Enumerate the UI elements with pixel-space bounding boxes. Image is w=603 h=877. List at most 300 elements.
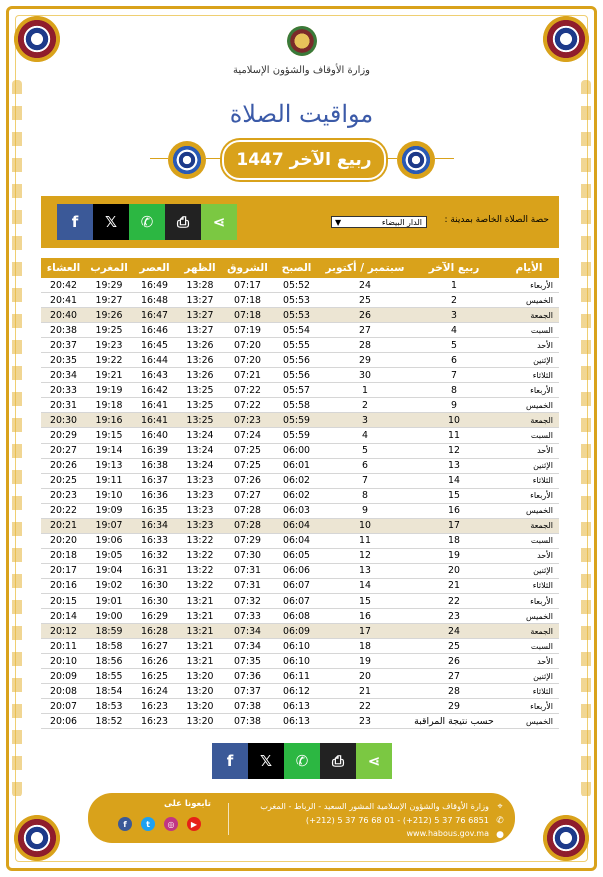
maghrib-time-cell: 19:09: [86, 503, 132, 518]
table-row: [41, 699, 559, 714]
hijri-date-cell: 22: [409, 593, 499, 608]
header-day: الأيام: [499, 258, 559, 278]
fajr-time-cell: 06:06: [272, 563, 321, 578]
table-row: [41, 639, 559, 654]
fajr-time-cell: 06:07: [272, 593, 321, 608]
x-share-icon[interactable]: 𝕏: [93, 204, 129, 240]
asr-time-cell: 16:44: [132, 353, 177, 368]
day-cell: الثلاثاء: [499, 578, 559, 593]
asr-time-cell: 16:47: [132, 308, 177, 323]
sunrise-time-cell: 07:34: [223, 639, 272, 654]
fajr-time-cell: 06:13: [272, 714, 321, 729]
table-row: [41, 323, 559, 338]
hijri-date-cell: 3: [409, 308, 499, 323]
hijri-date-cell: 4: [409, 323, 499, 338]
fajr-time-cell: 05:57: [272, 383, 321, 398]
sunrise-time-cell: 07:18: [223, 293, 272, 308]
table-row: [41, 654, 559, 669]
isha-time-cell: 20:16: [41, 578, 86, 593]
left-vine-ornament: [12, 80, 22, 797]
maghrib-time-cell: 19:11: [86, 473, 132, 488]
asr-time-cell: 16:23: [132, 699, 177, 714]
rosette-ornament-top-left: [14, 16, 60, 62]
table-row: [41, 338, 559, 353]
table-row: [41, 609, 559, 624]
maghrib-time-cell: 18:59: [86, 624, 132, 639]
dhuhr-time-cell: 13:23: [177, 473, 223, 488]
isha-time-cell: 20:17: [41, 563, 86, 578]
asr-time-cell: 16:38: [132, 458, 177, 473]
sunrise-time-cell: 07:31: [223, 578, 272, 593]
footer-website-link[interactable]: www.habous.gov.ma: [406, 829, 489, 838]
isha-time-cell: 20:23: [41, 488, 86, 503]
sunrise-time-cell: 07:31: [223, 563, 272, 578]
day-cell: السبت: [499, 533, 559, 548]
gregorian-date-cell: 6: [321, 458, 409, 473]
fajr-time-cell: 05:53: [272, 308, 321, 323]
asr-time-cell: 16:42: [132, 383, 177, 398]
city-select-label: حصة الصلاة الخاصة بمدينة :: [444, 215, 549, 225]
city-select[interactable]: [331, 216, 427, 228]
asr-time-cell: 16:31: [132, 563, 177, 578]
day-cell: الجمعة: [499, 518, 559, 533]
gregorian-date-cell: 27: [321, 323, 409, 338]
sunrise-time-cell: 07:21: [223, 368, 272, 383]
sunrise-time-cell: 07:20: [223, 353, 272, 368]
maghrib-time-cell: 19:07: [86, 518, 132, 533]
table-row: [41, 473, 559, 488]
isha-time-cell: 20:06: [41, 714, 86, 729]
royal-emblem-icon: [287, 26, 317, 56]
dhuhr-time-cell: 13:22: [177, 533, 223, 548]
sunrise-time-cell: 07:35: [223, 654, 272, 669]
dhuhr-time-cell: 13:26: [177, 338, 223, 353]
asr-time-cell: 16:32: [132, 548, 177, 563]
table-row: [41, 669, 559, 684]
table-row: [41, 488, 559, 503]
hijri-date-cell: 1: [409, 278, 499, 293]
table-row: [41, 503, 559, 518]
city-select-value: الدار البيضاء: [381, 218, 422, 227]
sunrise-time-cell: 07:34: [223, 624, 272, 639]
fajr-time-cell: 05:59: [272, 413, 321, 428]
facebook-share-icon[interactable]: f: [212, 743, 248, 779]
hijri-date-cell: 7: [409, 368, 499, 383]
isha-time-cell: 20:10: [41, 654, 86, 669]
isha-time-cell: 20:18: [41, 548, 86, 563]
facebook-share-icon[interactable]: f: [57, 204, 93, 240]
fajr-time-cell: 05:56: [272, 353, 321, 368]
table-row: [41, 278, 559, 293]
share-toolbar-top: [57, 204, 237, 240]
maghrib-time-cell: 19:19: [86, 383, 132, 398]
header-hijri: ربيع الآخر: [409, 258, 499, 278]
maghrib-time-cell: 19:02: [86, 578, 132, 593]
gregorian-date-cell: 24: [321, 278, 409, 293]
prayer-times-table: [41, 258, 559, 729]
instagram-icon[interactable]: ◎: [164, 817, 178, 831]
table-row: [41, 518, 559, 533]
gregorian-date-cell: 15: [321, 593, 409, 608]
header-fajr: الصبح: [272, 258, 321, 278]
dhuhr-time-cell: 13:25: [177, 383, 223, 398]
hijri-date-cell: 12: [409, 443, 499, 458]
fajr-time-cell: 06:09: [272, 624, 321, 639]
dhuhr-time-cell: 13:21: [177, 639, 223, 654]
day-cell: الأحد: [499, 654, 559, 669]
rosette-ornament-bottom-right: [543, 815, 589, 861]
gregorian-date-cell: 22: [321, 699, 409, 714]
asr-time-cell: 16:49: [132, 278, 177, 293]
hijri-date-cell: 27: [409, 669, 499, 684]
isha-time-cell: 20:40: [41, 308, 86, 323]
asr-time-cell: 16:46: [132, 323, 177, 338]
sunrise-time-cell: 07:28: [223, 518, 272, 533]
hijri-date-cell: 16: [409, 503, 499, 518]
dhuhr-time-cell: 13:26: [177, 353, 223, 368]
gregorian-date-cell: 13: [321, 563, 409, 578]
ministry-name: وزارة الأوقاف والشؤون الإسلامية: [232, 65, 371, 76]
sunrise-time-cell: 07:28: [223, 503, 272, 518]
sunrise-time-cell: 07:26: [223, 473, 272, 488]
header-maghrib: المغرب: [86, 258, 132, 278]
maghrib-time-cell: 19:13: [86, 458, 132, 473]
asr-time-cell: 16:43: [132, 368, 177, 383]
hijri-date-cell: 15: [409, 488, 499, 503]
fajr-time-cell: 05:59: [272, 428, 321, 443]
medallion-ornament-left: [168, 141, 206, 179]
hijri-date-cell: 26: [409, 654, 499, 669]
sunrise-time-cell: 07:23: [223, 413, 272, 428]
hijri-date-cell: حسب نتيجة المراقبة: [409, 714, 499, 729]
isha-time-cell: 20:41: [41, 293, 86, 308]
share-icon[interactable]: ⋖: [356, 743, 392, 779]
dhuhr-time-cell: 13:20: [177, 669, 223, 684]
sunrise-time-cell: 07:20: [223, 338, 272, 353]
gregorian-date-cell: 28: [321, 338, 409, 353]
table-row: [41, 353, 559, 368]
gregorian-date-cell: 1: [321, 383, 409, 398]
hijri-date-cell: 5: [409, 338, 499, 353]
fajr-time-cell: 05:53: [272, 293, 321, 308]
social-links: [118, 817, 201, 831]
hijri-date-cell: 25: [409, 639, 499, 654]
gregorian-date-cell: 18: [321, 639, 409, 654]
hijri-date-cell: 17: [409, 518, 499, 533]
maghrib-time-cell: 19:06: [86, 533, 132, 548]
fajr-time-cell: 05:52: [272, 278, 321, 293]
table-row: [41, 308, 559, 323]
dhuhr-time-cell: 13:27: [177, 308, 223, 323]
isha-time-cell: 20:20: [41, 533, 86, 548]
maghrib-time-cell: 19:22: [86, 353, 132, 368]
isha-time-cell: 20:26: [41, 458, 86, 473]
dhuhr-time-cell: 13:21: [177, 593, 223, 608]
isha-time-cell: 20:31: [41, 398, 86, 413]
table-row: [41, 714, 559, 729]
hijri-date-cell: 9: [409, 398, 499, 413]
asr-time-cell: 16:24: [132, 684, 177, 699]
hijri-date-cell: 13: [409, 458, 499, 473]
dhuhr-time-cell: 13:21: [177, 624, 223, 639]
header-asr: العصر: [132, 258, 177, 278]
gregorian-date-cell: 16: [321, 609, 409, 624]
dhuhr-time-cell: 13:20: [177, 699, 223, 714]
fajr-time-cell: 05:56: [272, 368, 321, 383]
hijri-date-cell: 23: [409, 609, 499, 624]
table-row: [41, 368, 559, 383]
x-share-icon[interactable]: 𝕏: [248, 743, 284, 779]
sunrise-time-cell: 07:30: [223, 548, 272, 563]
sunrise-time-cell: 07:25: [223, 443, 272, 458]
isha-time-cell: 20:08: [41, 684, 86, 699]
whatsapp-share-icon[interactable]: ✆: [284, 743, 320, 779]
gregorian-date-cell: 23: [321, 714, 409, 729]
hijri-date-cell: 29: [409, 699, 499, 714]
isha-time-cell: 20:14: [41, 609, 86, 624]
header-dhuhr: الظهر: [177, 258, 223, 278]
fajr-time-cell: 06:02: [272, 488, 321, 503]
rosette-ornament-top-right: [543, 16, 589, 62]
fajr-time-cell: 06:08: [272, 609, 321, 624]
header-isha: العشاء: [41, 258, 86, 278]
day-cell: الخميس: [499, 503, 559, 518]
hijri-date-cell: 11: [409, 428, 499, 443]
day-cell: الإثنين: [499, 458, 559, 473]
day-cell: الأربعاء: [499, 593, 559, 608]
sunrise-time-cell: 07:36: [223, 669, 272, 684]
whatsapp-share-icon[interactable]: ✆: [129, 204, 165, 240]
gregorian-date-cell: 20: [321, 669, 409, 684]
footer: [88, 793, 515, 843]
dhuhr-time-cell: 13:27: [177, 323, 223, 338]
asr-time-cell: 16:26: [132, 654, 177, 669]
fajr-time-cell: 06:00: [272, 443, 321, 458]
maghrib-time-cell: 18:53: [86, 699, 132, 714]
chevron-down-icon: ▼: [335, 218, 342, 227]
sunrise-time-cell: 07:37: [223, 684, 272, 699]
dhuhr-time-cell: 13:23: [177, 503, 223, 518]
maghrib-time-cell: 18:55: [86, 669, 132, 684]
asr-time-cell: 16:29: [132, 609, 177, 624]
isha-time-cell: 20:27: [41, 443, 86, 458]
isha-time-cell: 20:29: [41, 428, 86, 443]
dhuhr-time-cell: 13:22: [177, 548, 223, 563]
maghrib-time-cell: 19:23: [86, 338, 132, 353]
fajr-time-cell: 05:55: [272, 338, 321, 353]
rosette-ornament-bottom-left: [14, 815, 60, 861]
right-vine-ornament: [581, 80, 591, 797]
isha-time-cell: 20:30: [41, 413, 86, 428]
footer-address: وزارة الأوقاف والشؤون الإسلامية المشور السعيد - الرباط - المغرب: [260, 801, 489, 811]
day-cell: الخميس: [499, 714, 559, 729]
header-sunrise: الشروق: [223, 258, 272, 278]
isha-time-cell: 20:42: [41, 278, 86, 293]
header-gregorian: سبتمبر / أكتوبر: [321, 258, 409, 278]
day-cell: الثلاثاء: [499, 368, 559, 383]
dhuhr-time-cell: 13:24: [177, 428, 223, 443]
hijri-date-cell: 19: [409, 548, 499, 563]
dhuhr-time-cell: 13:23: [177, 488, 223, 503]
gregorian-date-cell: 9: [321, 503, 409, 518]
dhuhr-time-cell: 13:25: [177, 413, 223, 428]
day-cell: الجمعة: [499, 413, 559, 428]
hijri-date-cell: 10: [409, 413, 499, 428]
gregorian-date-cell: 12: [321, 548, 409, 563]
hijri-month-banner: ربيع الآخر 1447: [222, 140, 386, 180]
gregorian-date-cell: 30: [321, 368, 409, 383]
maghrib-time-cell: 19:14: [86, 443, 132, 458]
table-row: [41, 578, 559, 593]
sunrise-time-cell: 07:18: [223, 308, 272, 323]
gregorian-date-cell: 8: [321, 488, 409, 503]
fajr-time-cell: 06:03: [272, 503, 321, 518]
gregorian-date-cell: 3: [321, 413, 409, 428]
asr-time-cell: 16:41: [132, 413, 177, 428]
isha-time-cell: 20:11: [41, 639, 86, 654]
asr-time-cell: 16:33: [132, 533, 177, 548]
day-cell: الخميس: [499, 293, 559, 308]
table-row: [41, 443, 559, 458]
sunrise-time-cell: 07:33: [223, 609, 272, 624]
dhuhr-time-cell: 13:24: [177, 458, 223, 473]
fajr-time-cell: 06:05: [272, 548, 321, 563]
globe-icon: ●: [496, 830, 504, 840]
medallion-ornament-right: [397, 141, 435, 179]
isha-time-cell: 20:09: [41, 669, 86, 684]
day-cell: الأربعاء: [499, 488, 559, 503]
maghrib-time-cell: 19:25: [86, 323, 132, 338]
sunrise-time-cell: 07:22: [223, 398, 272, 413]
asr-time-cell: 16:41: [132, 398, 177, 413]
maghrib-time-cell: 19:00: [86, 609, 132, 624]
day-cell: الإثنين: [499, 563, 559, 578]
asr-time-cell: 16:30: [132, 593, 177, 608]
maghrib-time-cell: 19:16: [86, 413, 132, 428]
asr-time-cell: 16:34: [132, 518, 177, 533]
sunrise-time-cell: 07:32: [223, 593, 272, 608]
isha-time-cell: 20:34: [41, 368, 86, 383]
dhuhr-time-cell: 13:25: [177, 398, 223, 413]
asr-time-cell: 16:25: [132, 669, 177, 684]
day-cell: الخميس: [499, 609, 559, 624]
sunrise-time-cell: 07:25: [223, 458, 272, 473]
facebook-icon[interactable]: f: [118, 817, 132, 831]
table-row: [41, 428, 559, 443]
isha-time-cell: 20:37: [41, 338, 86, 353]
asr-time-cell: 16:40: [132, 428, 177, 443]
gregorian-date-cell: 5: [321, 443, 409, 458]
gregorian-date-cell: 29: [321, 353, 409, 368]
table-row: [41, 533, 559, 548]
sunrise-time-cell: 07:17: [223, 278, 272, 293]
maghrib-time-cell: 19:29: [86, 278, 132, 293]
fajr-time-cell: 06:12: [272, 684, 321, 699]
day-cell: الأربعاء: [499, 383, 559, 398]
hijri-date-cell: 18: [409, 533, 499, 548]
table-row: [41, 458, 559, 473]
follow-us-label: تابعونا على: [164, 799, 211, 809]
hijri-date-cell: 20: [409, 563, 499, 578]
day-cell: الثلاثاء: [499, 684, 559, 699]
maghrib-time-cell: 19:04: [86, 563, 132, 578]
asr-time-cell: 16:48: [132, 293, 177, 308]
day-cell: السبت: [499, 323, 559, 338]
isha-time-cell: 20:38: [41, 323, 86, 338]
day-cell: الإثنين: [499, 353, 559, 368]
day-cell: الأربعاء: [499, 699, 559, 714]
twitter-icon[interactable]: t: [141, 817, 155, 831]
day-cell: الأحد: [499, 548, 559, 563]
isha-time-cell: 20:15: [41, 593, 86, 608]
dhuhr-time-cell: 13:20: [177, 684, 223, 699]
dhuhr-time-cell: 13:22: [177, 563, 223, 578]
isha-time-cell: 20:35: [41, 353, 86, 368]
fajr-time-cell: 06:13: [272, 699, 321, 714]
sunrise-time-cell: 07:19: [223, 323, 272, 338]
sunrise-time-cell: 07:38: [223, 699, 272, 714]
maghrib-time-cell: 19:15: [86, 428, 132, 443]
asr-time-cell: 16:37: [132, 473, 177, 488]
maghrib-time-cell: 19:27: [86, 293, 132, 308]
page-title: مواقيت الصلاة: [229, 100, 374, 128]
gregorian-date-cell: 14: [321, 578, 409, 593]
day-cell: الإثنين: [499, 669, 559, 684]
day-cell: الجمعة: [499, 624, 559, 639]
table-row: [41, 548, 559, 563]
gregorian-date-cell: 10: [321, 518, 409, 533]
sunrise-time-cell: 07:27: [223, 488, 272, 503]
fajr-time-cell: 06:10: [272, 639, 321, 654]
gregorian-date-cell: 19: [321, 654, 409, 669]
table-row: [41, 398, 559, 413]
day-cell: الثلاثاء: [499, 473, 559, 488]
dhuhr-time-cell: 13:28: [177, 278, 223, 293]
day-cell: الأربعاء: [499, 278, 559, 293]
isha-time-cell: 20:22: [41, 503, 86, 518]
maghrib-time-cell: 18:52: [86, 714, 132, 729]
fajr-time-cell: 06:01: [272, 458, 321, 473]
maghrib-time-cell: 19:26: [86, 308, 132, 323]
asr-time-cell: 16:36: [132, 488, 177, 503]
sunrise-time-cell: 07:29: [223, 533, 272, 548]
footer-divider: [228, 803, 229, 835]
isha-time-cell: 20:33: [41, 383, 86, 398]
dhuhr-time-cell: 13:22: [177, 578, 223, 593]
asr-time-cell: 16:39: [132, 443, 177, 458]
table-header-row: [41, 258, 559, 278]
print-icon[interactable]: ⎙: [165, 204, 201, 240]
dhuhr-time-cell: 13:23: [177, 518, 223, 533]
gregorian-date-cell: 2: [321, 398, 409, 413]
isha-time-cell: 20:25: [41, 473, 86, 488]
location-icon: ⌖: [497, 802, 503, 812]
hijri-date-cell: 8: [409, 383, 499, 398]
day-cell: الخميس: [499, 398, 559, 413]
hijri-date-cell: 28: [409, 684, 499, 699]
sunrise-time-cell: 07:38: [223, 714, 272, 729]
sunrise-time-cell: 07:24: [223, 428, 272, 443]
phone-icon: ✆: [496, 816, 504, 826]
share-icon[interactable]: ⋖: [201, 204, 237, 240]
maghrib-time-cell: 19:10: [86, 488, 132, 503]
youtube-icon[interactable]: ▶: [187, 817, 201, 831]
print-icon[interactable]: ⎙: [320, 743, 356, 779]
maghrib-time-cell: 18:54: [86, 684, 132, 699]
asr-time-cell: 16:35: [132, 503, 177, 518]
hijri-date-cell: 6: [409, 353, 499, 368]
table-row: [41, 684, 559, 699]
